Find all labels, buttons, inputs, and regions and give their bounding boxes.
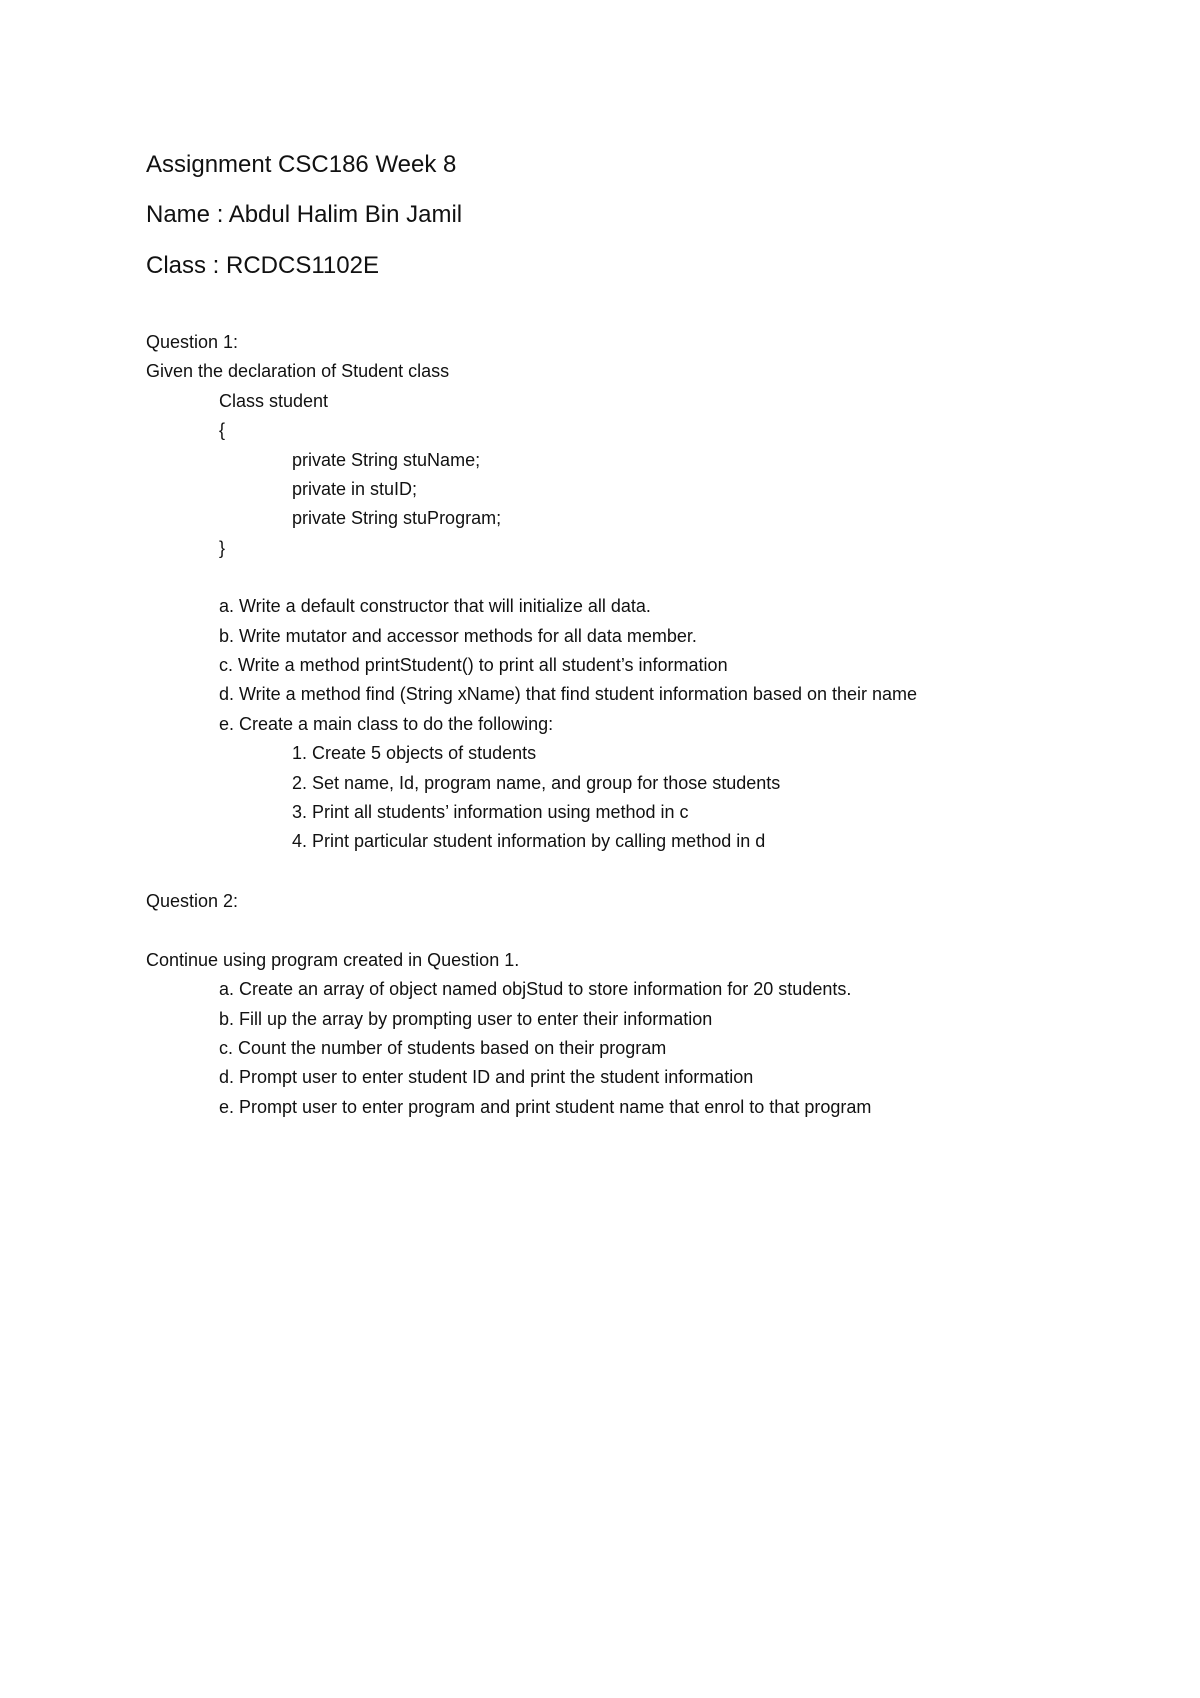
- code-line: }: [219, 538, 226, 558]
- question-item: b. Write mutator and accessor methods for all data member.: [219, 626, 697, 646]
- question-subitem: 2. Set name, Id, program name, and group for those students: [292, 773, 781, 793]
- code-line: {: [219, 420, 226, 440]
- question-1-intro: Given the declaration of Student class: [146, 361, 450, 381]
- question-item: c. Count the number of students based on their program: [219, 1038, 667, 1058]
- question-subitem: 4. Print particular student information by calling method in d: [292, 831, 766, 851]
- question-item: c. Write a method printStudent() to print all student’s information: [219, 655, 728, 675]
- question-subitem: 1. Create 5 objects of students: [292, 743, 537, 763]
- code-line: Class student: [219, 391, 329, 411]
- code-line: private in stuID;: [292, 479, 418, 499]
- question-item: e. Create a main class to do the following:: [219, 714, 554, 734]
- question-item: b. Fill up the array by prompting user to enter their information: [219, 1009, 713, 1029]
- question-item: d. Prompt user to enter student ID and print the student information: [219, 1067, 754, 1087]
- question-subitem: 3. Print all students’ information using method in c: [292, 802, 689, 822]
- question-item: a. Create an array of object named objStud to store information for 20 students.: [219, 979, 852, 999]
- assignment-title: Assignment CSC186 Week 8: [146, 151, 457, 178]
- student-name: Name : Abdul Halim Bin Jamil: [146, 201, 463, 228]
- question-item: e. Prompt user to enter program and print student name that enrol to that program: [219, 1097, 872, 1117]
- question-1-label: Question 1:: [146, 332, 239, 352]
- question-item: a. Write a default constructor that will initialize all data.: [219, 596, 651, 616]
- code-line: private String stuName;: [292, 450, 481, 470]
- student-class: Class : RCDCS1102E: [146, 252, 379, 279]
- question-2-label: Question 2:: [146, 891, 239, 911]
- question-item: d. Write a method find (String xName) that find student information based on their name: [219, 684, 918, 704]
- question-2-intro: Continue using program created in Question 1.: [146, 950, 520, 970]
- code-line: private String stuProgram;: [292, 508, 502, 528]
